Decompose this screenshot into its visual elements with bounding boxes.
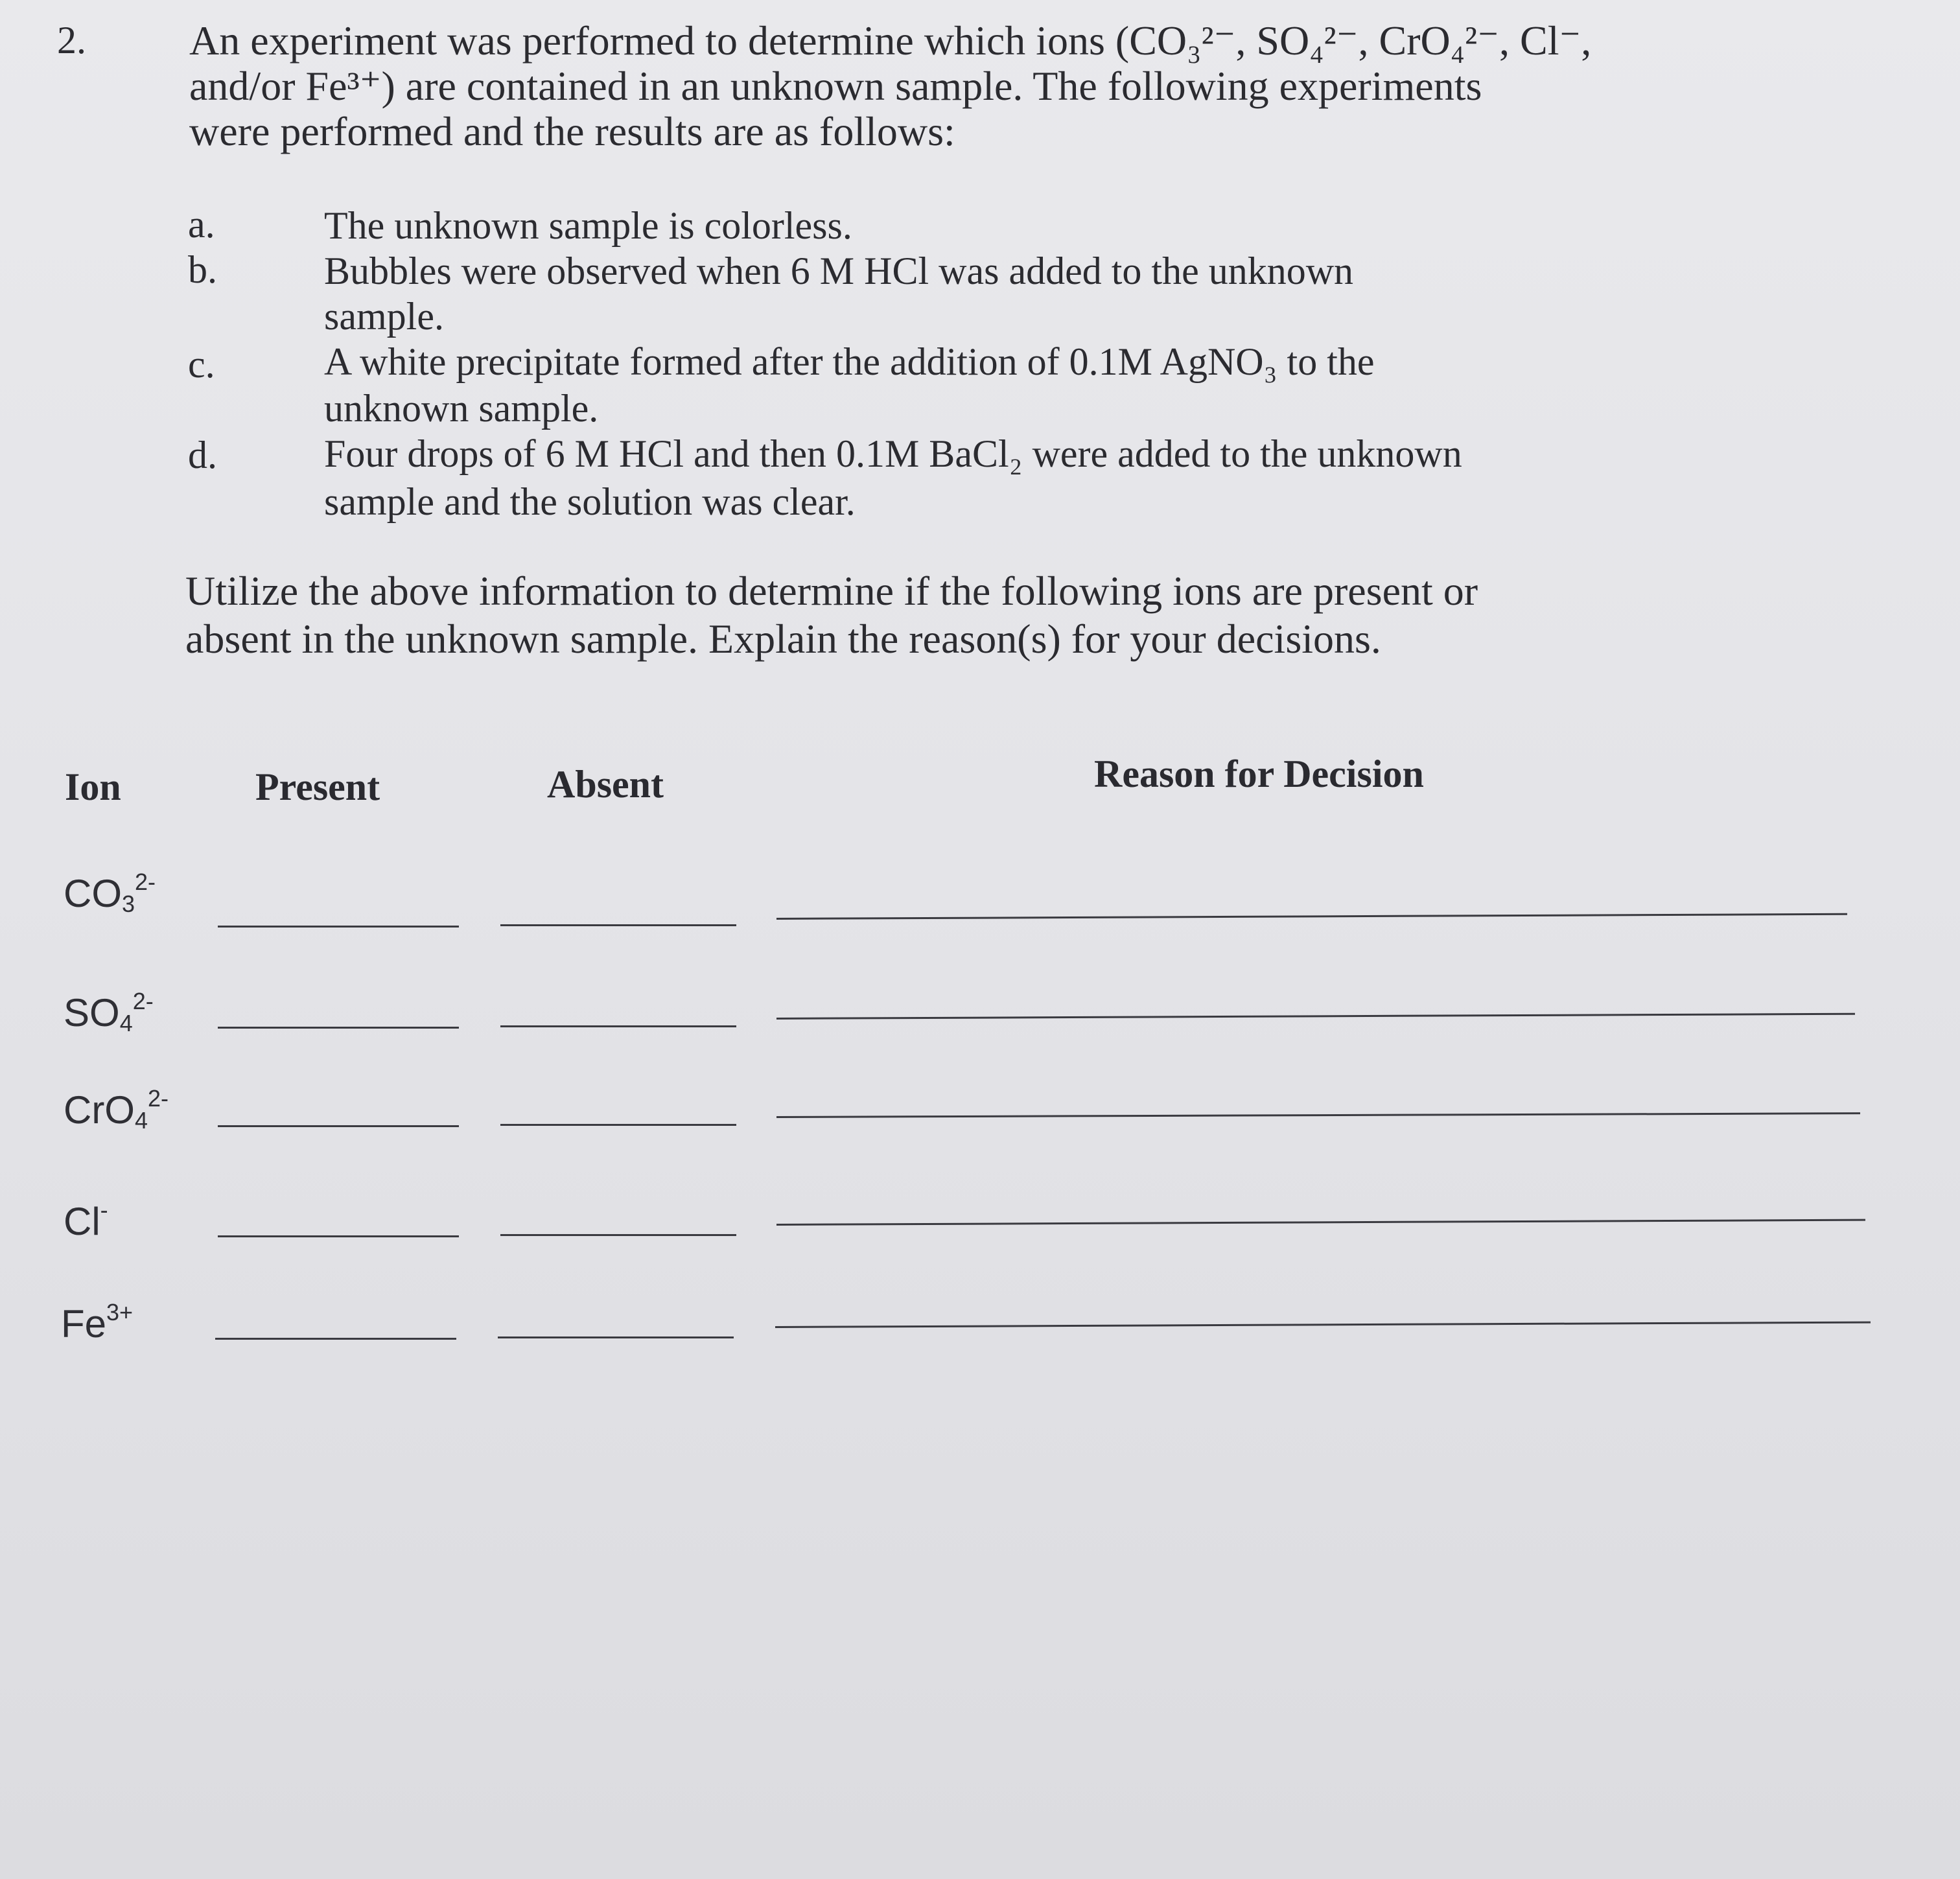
header-present: Present [255,765,380,808]
item-b-text-line-2: sample. [324,295,444,338]
ion-label-chloride: Cl- [64,1196,108,1243]
item-d-letter: d. [188,434,217,476]
ion-label-sulfate: $SO_4^{2-}$ [64,988,154,1036]
intro-line-2: and/or Fe³⁺) are contained in an unknown sample. The following experiments [189,63,1482,109]
absent-blank-iron[interactable] [498,1336,734,1338]
absent-blank-carbonate[interactable] [500,924,736,926]
reason-blank-chromate[interactable] [776,1112,1860,1118]
reason-blank-chloride[interactable] [776,1219,1865,1226]
absent-blank-sulfate[interactable] [500,1025,736,1027]
item-b-text-line-1: Bubbles were observed when 6 M HCl was added to the unknown [324,250,1354,292]
item-c-text-line-1: A white precipitate formed after the addition of 0.1M AgNO₃ to the [324,340,1375,383]
question-number: 2. [57,19,86,62]
reason-blank-sulfate[interactable] [776,1013,1855,1020]
header-absent: Absent [547,763,664,806]
reason-blank-iron[interactable] [775,1322,1871,1328]
item-d-text-line-1: Four drops of 6 M HCl and then 0.1M BaCl₂ were added to the unknown [324,432,1462,475]
instruction-line-2: absent in the unknown sample. Explain the reason(s) for your decisions. [185,616,1381,662]
item-c-text-line-2: unknown sample. [324,387,599,430]
item-a-letter: a. [188,203,215,246]
item-b-letter: b. [188,248,217,291]
ion-label-chromate: CrO$_4^{2-}$ [64,1085,169,1134]
intro-line-3: were performed and the results are as follows: [189,108,955,154]
ion-label-iron: $Fe^{3+}$ [61,1299,134,1346]
reason-blank-carbonate[interactable] [776,913,1847,920]
present-blank-chromate[interactable] [218,1125,459,1127]
absent-blank-chromate[interactable] [500,1124,736,1126]
absent-blank-chloride[interactable] [500,1234,736,1236]
present-blank-iron[interactable] [215,1338,456,1340]
intro-line-1: An experiment was performed to determine which ions (CO₃²⁻, SO₄²⁻, CrO₄²⁻, Cl⁻, [189,18,1592,64]
header-ion: Ion [65,765,121,808]
item-c-letter: c. [188,343,215,386]
present-blank-chloride[interactable] [218,1235,459,1237]
present-blank-carbonate[interactable] [218,926,459,928]
item-a-text: The unknown sample is colorless. [324,204,852,247]
present-blank-sulfate[interactable] [218,1027,459,1029]
ion-label-carbonate: $CO_3^{2-}$ [64,869,156,917]
header-reason: Reason for Decision [1094,753,1424,795]
instruction-line-1: Utilize the above information to determine if the following ions are present or [185,568,1478,614]
item-d-text-line-2: sample and the solution was clear. [324,480,856,523]
